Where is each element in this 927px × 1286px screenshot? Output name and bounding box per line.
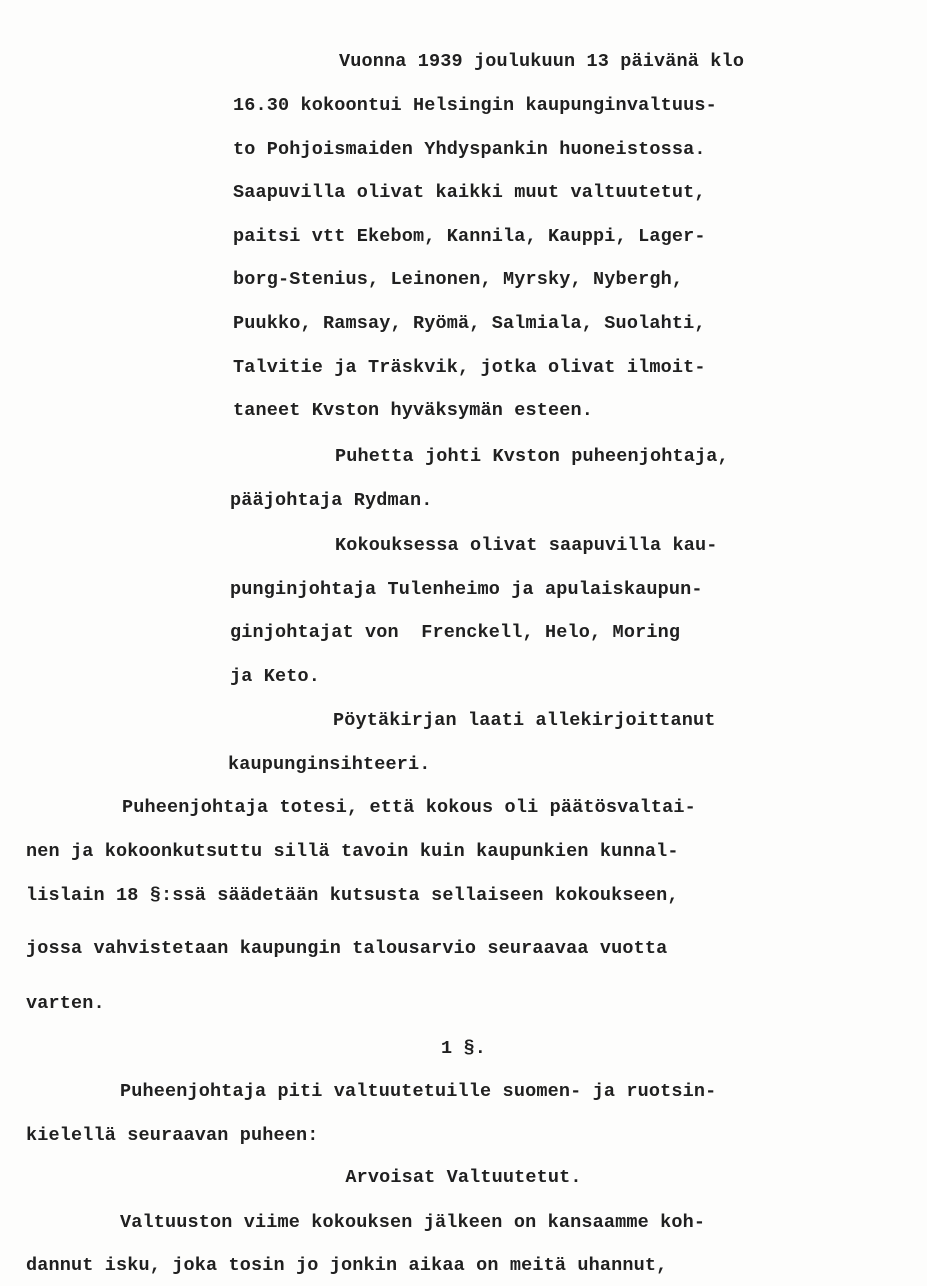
text-line: dannut isku, joka tosin jo jonkin aikaa on meitä uhannut, xyxy=(26,1255,668,1276)
text-line: Puheenjohtaja piti valtuutetuille suomen- ja ruotsin- xyxy=(120,1081,717,1102)
text-line: nen ja kokoonkutsuttu sillä tavoin kuin kaupunkien kunnal- xyxy=(26,841,679,862)
text-line: ja Keto. xyxy=(230,666,321,687)
text-line: Talvitie ja Träskvik, jotka olivat ilmoit- xyxy=(233,357,706,378)
text-line: varten. xyxy=(26,993,105,1014)
text-line: Vuonna 1939 joulukuun 13 päivänä klo xyxy=(339,51,745,72)
text-line: kielellä seuraavan puheen: xyxy=(26,1125,319,1146)
text-line: Puukko, Ramsay, Ryömä, Salmiala, Suolahti, xyxy=(233,313,706,334)
text-line: taneet Kvston hyväksymän esteen. xyxy=(233,400,594,421)
text-line: 16.30 kokoontui Helsingin kaupunginvaltuus- xyxy=(233,95,717,116)
section-heading: 1 §. xyxy=(440,1038,486,1059)
speech-heading: Arvoisat Valtuutetut. xyxy=(345,1167,582,1188)
text-line: to Pohjoismaiden Yhdyspankin huoneistossa. xyxy=(233,139,706,160)
text-line: kaupunginsihteeri. xyxy=(228,754,431,775)
text-line: Saapuvilla olivat kaikki muut valtuutetut, xyxy=(233,182,706,203)
text-line: lislain 18 §:ssä säädetään kutsusta sellaiseen kokoukseen, xyxy=(26,885,679,906)
text-line: borg-Stenius, Leinonen, Myrsky, Nybergh, xyxy=(233,269,684,290)
text-line: Kokouksessa olivat saapuvilla kau- xyxy=(335,535,718,556)
text-line: jossa vahvistetaan kaupungin talousarvio seuraavaa vuotta xyxy=(26,938,668,959)
text-line: punginjohtaja Tulenheimo ja apulaiskaupun- xyxy=(230,579,703,600)
text-line: ginjohtajat von Frenckell, Helo, Moring xyxy=(230,622,681,643)
text-line: Valtuuston viime kokouksen jälkeen on kansaamme koh- xyxy=(120,1212,706,1233)
text-line: pääjohtaja Rydman. xyxy=(230,490,433,511)
text-line: Pöytäkirjan laati allekirjoittanut xyxy=(333,710,716,731)
text-line: Puheenjohtaja totesi, että kokous oli päätösvaltai- xyxy=(122,797,696,818)
text-line: paitsi vtt Ekebom, Kannila, Kauppi, Lager- xyxy=(233,226,706,247)
text-line: Puhetta johti Kvston puheenjohtaja, xyxy=(335,446,729,467)
